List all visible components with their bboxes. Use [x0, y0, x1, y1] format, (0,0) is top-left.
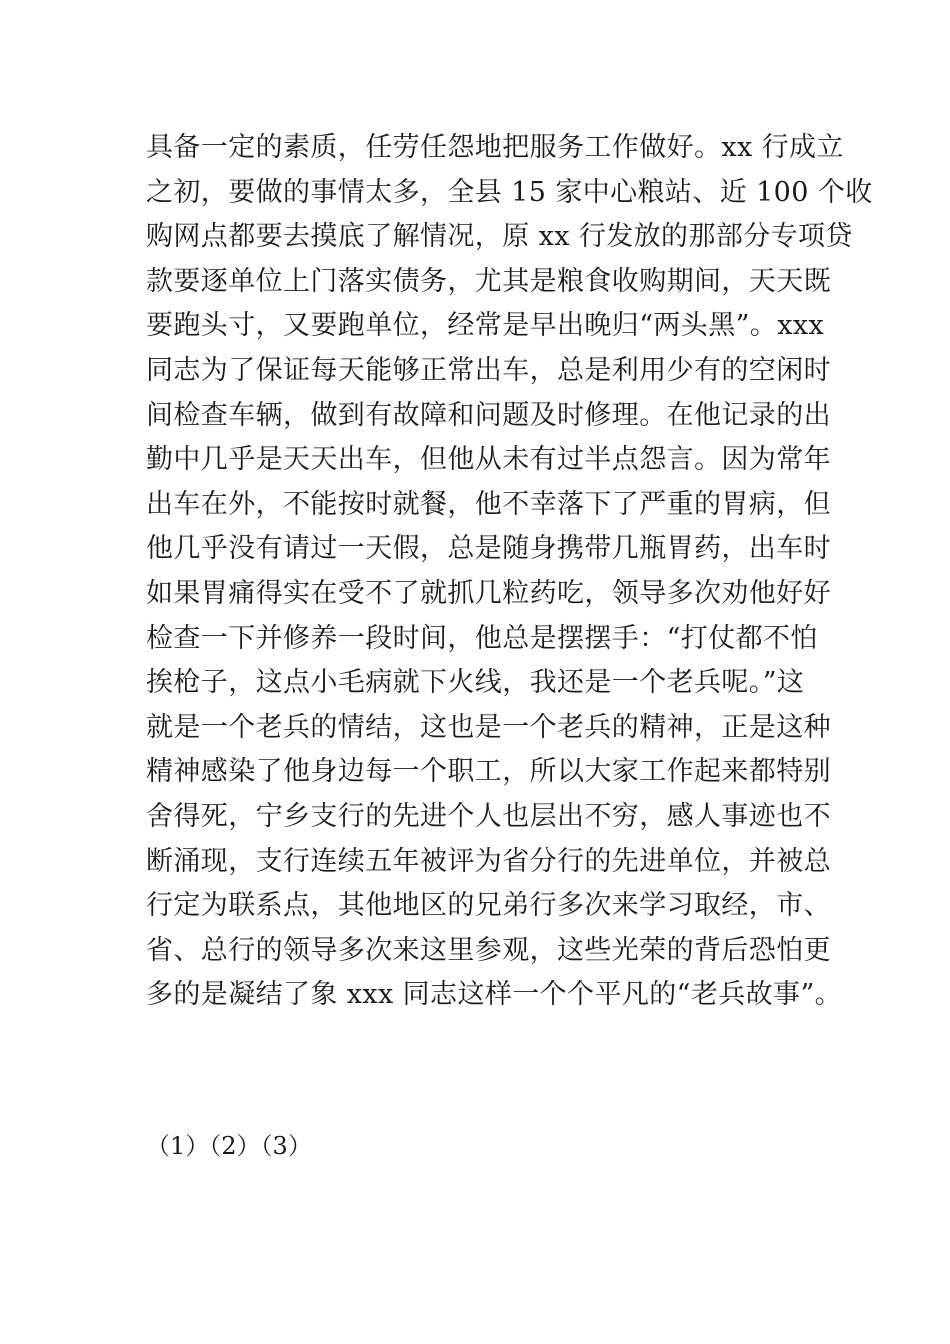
page-link-2[interactable]: （2） — [209, 1132, 261, 1160]
body-paragraph — [146, 126, 873, 1018]
paragraph-line: 精神感染了他身边每一个职工，所以大家工作起来都特别 — [146, 756, 831, 788]
paragraph-line: 款要逐单位上门落实债务，尤其是粮食收购期间，天天既 — [146, 265, 831, 297]
page-links — [146, 1126, 312, 1166]
page-link-3[interactable]: （3） — [260, 1132, 312, 1160]
page-link-1[interactable]: （1） — [146, 1132, 210, 1160]
paragraph-line: 就是一个老兵的情结，这也是一个老兵的精神，正是这种 — [146, 711, 831, 743]
paragraph-line: 购网点都要去摸底了解情况，原 xx 行发放的那部分专项贷 — [146, 221, 853, 253]
paragraph-line: 挨枪子，这点小毛病就下火线，我还是一个老兵呢。”这 — [146, 667, 805, 699]
paragraph-line: 同志为了保证每天能够正常出车，总是利用少有的空闲时 — [146, 354, 831, 386]
paragraph-line: 行定为联系点，其他地区的兄弟行多次来学习取经，市、 — [146, 890, 831, 922]
paragraph-line: 具备一定的素质，任劳任怨地把服务工作做好。xx 行成立 — [146, 132, 844, 163]
paragraph-line: 检查一下并修养一段时间，他总是摆摆手：“打仗都不怕 — [146, 622, 818, 654]
paragraph-line: 出车在外，不能按时就餐，他不幸落下了严重的胃病，但 — [146, 488, 831, 520]
paragraph-line: 如果胃痛得实在受不了就抓几粒药吃，领导多次劝他好好 — [146, 577, 831, 609]
paragraph-line: 间检查车辆，做到有故障和问题及时修理。在他记录的出 — [146, 399, 831, 431]
paragraph-line: 省、总行的领导多次来这里参观，这些光荣的背后恐怕更 — [146, 934, 831, 966]
paragraph-line: 舍得死，宁乡支行的先进个人也层出不穷，感人事迹也不 — [146, 800, 831, 832]
paragraph-line: 断涌现，支行连续五年被评为省分行的先进单位，并被总 — [146, 845, 831, 877]
paragraph-line: 之初，要做的事情太多，全县 15 家中心粮站、近 100 个收 — [146, 176, 873, 208]
paragraph-line: 多的是凝结了象 xxx 同志这样一个个平凡的“老兵故事”。 — [146, 979, 843, 1011]
paragraph-line: 要跑头寸，又要跑单位，经常是早出晚归“两头黑”。xxx — [146, 310, 825, 342]
paragraph-line: 勤中几乎是天天出车，但他从未有过半点怨言。因为常年 — [146, 444, 831, 476]
paragraph-line: 他几乎没有请过一天假，总是随身携带几瓶胃药，出车时 — [146, 533, 831, 565]
